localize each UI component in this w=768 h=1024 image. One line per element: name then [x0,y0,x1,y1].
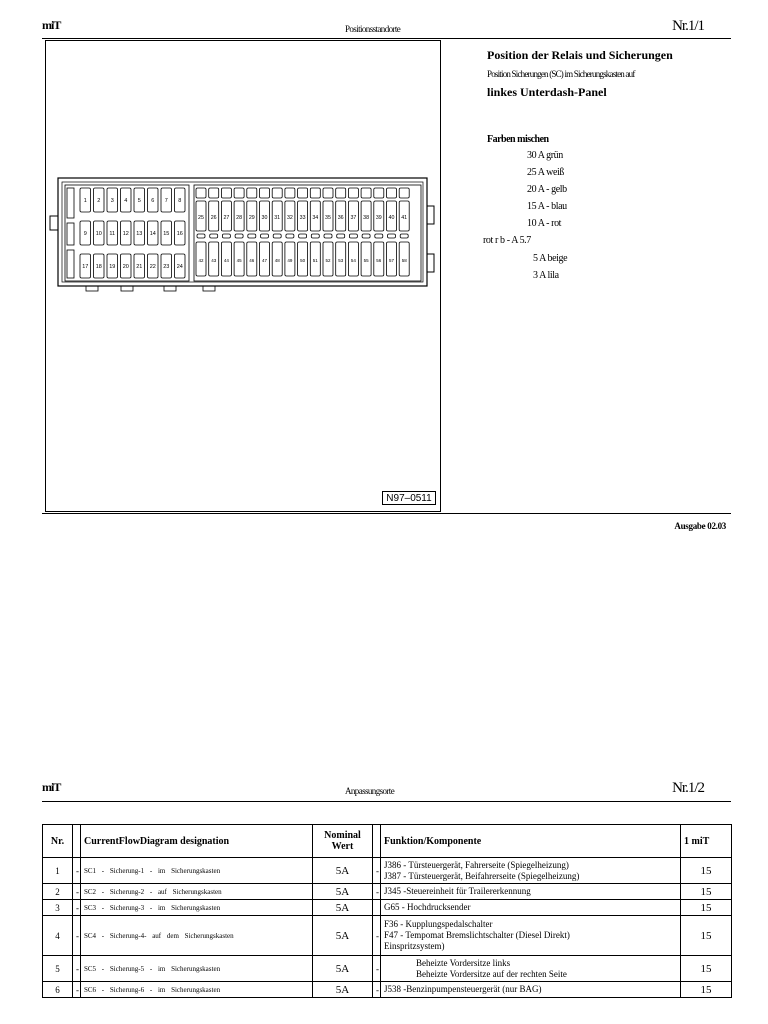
table-header-row [43,825,732,858]
row-number: 1 [43,858,73,884]
left-slot-2 [67,223,74,245]
fuse-pin [285,188,295,198]
fuse-pin [348,188,358,198]
fuse-pin [323,188,333,198]
row-dash: - [73,982,81,998]
fuses-left-group [80,188,185,278]
fuse-number-label: 39 [375,215,382,221]
fuse-number-label: 18 [95,264,102,270]
fuse-pin [196,188,206,198]
fuse-pin [234,188,244,198]
color-line: 20 A - gelb [527,184,567,195]
color-line: 5 A beige [533,253,568,264]
row-right-value: 15 [681,900,732,916]
fuse-number-label: 56 [376,258,382,263]
page1-header-left: miT [42,18,61,32]
fuse-number-label: 41 [401,215,408,221]
fuse-number-label: 7 [164,198,168,204]
col-header-dash [73,825,81,858]
fuse-number-label: 35 [325,215,331,221]
fuse-number-label: 16 [176,231,183,237]
foot-3 [164,286,176,291]
fuse-number-label: 28 [236,215,243,221]
fuse-number-label: 43 [211,258,217,263]
fuse-number-label: 30 [261,215,268,221]
fuse-diagram-frame [45,40,441,512]
fuse-divider [210,234,218,238]
table-row [43,982,732,998]
fuse-divider [286,234,294,238]
row-dash: - [73,884,81,900]
fuse-pin [310,188,320,198]
function-line: Beheizte Vordersitze links [416,957,511,968]
fuse-number-label: 8 [178,198,182,204]
foot-4 [203,286,215,291]
fuse-number-label: 36 [337,215,344,221]
fuse-number-label: 33 [299,215,306,221]
row-function [381,916,681,956]
fuse-number-label: 58 [401,258,407,263]
table-row [43,858,732,884]
row-designation: SC3 - Sicherung-3 - im Sicherungskasten [81,900,313,916]
col-header-dash2 [373,825,381,858]
left-mount-tab [50,216,58,230]
fuse-number-label: 53 [338,258,344,263]
fuse-number-label: 32 [286,215,293,221]
left-slot-1 [67,188,74,218]
fuse-number-label: 37 [350,215,357,221]
row-designation: SC4 - Sicherung-4- auf dem Sicherungskasten [81,916,313,956]
row-right-value: 15 [681,858,732,884]
row-dash: - [73,900,81,916]
left-slot-3 [67,250,74,278]
row-nominal-value: 5A [313,858,373,884]
fuse-number-label: 49 [287,258,293,263]
page1-bottom-rule [42,513,731,514]
fuse-pin [221,188,231,198]
table-row [43,900,732,916]
row-function [381,884,681,900]
fuse-number-label: 11 [109,231,116,237]
fuse-divider [375,234,383,238]
fuse-number-label: 22 [149,264,156,270]
color-line: 15 A - blau [527,201,567,212]
fuse-number-label: 45 [236,258,242,263]
right-mount-tab-upper [427,206,434,224]
fuse-number-label: 38 [363,215,370,221]
fuse-divider [299,234,307,238]
fuse-number-label: 12 [122,231,129,237]
fuse-divider [349,234,357,238]
fuse-number-label: 34 [312,215,319,221]
fuse-number-label: 13 [136,231,143,237]
fuse-number-label: 50 [300,258,306,263]
row-dash: - [73,916,81,956]
fuse-number-label: 17 [82,264,89,270]
foot-1 [86,286,98,291]
fuse-number-label: 27 [223,215,230,221]
fuse-divider [311,234,319,238]
page2-top-rule [42,801,731,802]
page1-page-number: Nr.1/1 [672,18,704,34]
fuse-number-label: 52 [325,258,331,263]
function-line: G65 - Hochdrucksender [384,902,471,912]
row-nominal-value: 5A [313,884,373,900]
fuse-divider [197,234,205,238]
function-line: Einspritzsystem) [384,941,445,951]
fuse-number-label: 3 [110,198,114,204]
fuse-divider [324,234,332,238]
fuses-right-group [196,188,409,276]
col-header-nominal: Nominal Wert [313,825,373,858]
fuse-pin [247,188,257,198]
foot-2 [121,286,133,291]
fuse-divider [261,234,269,238]
row-nominal-value: 5A [313,916,373,956]
page1-location: linkes Unterdash-Panel [487,85,607,99]
row-designation: SC6 - Sicherung-6 - im Sicherungskasten [81,982,313,998]
page1-top-rule [42,38,731,39]
fuse-pin [336,188,346,198]
fuse-number-label: 57 [388,258,395,263]
fuse-divider [273,234,281,238]
fuse-number-label: 2 [97,198,101,204]
row-function [381,982,681,998]
fuse-divider [362,234,370,238]
row-dash2: - [373,982,381,998]
color-line: 10 A - rot [527,218,562,229]
fuse-pin [399,188,409,198]
col-header-right: 1 miT [681,825,732,858]
fuse-pin [209,188,219,198]
fuse-pin [272,188,282,198]
diagram-id-label: N97–0511 [382,491,436,505]
row-dash2: - [373,916,381,956]
function-line: F36 - Kupplungspedalschalter [384,919,493,929]
page1-title: Position der Relais und Sicherungen [487,48,673,62]
page2-page-number: Nr.1/2 [672,780,704,796]
fuse-divider [248,234,256,238]
table-row [43,956,732,982]
fuse-number-label: 54 [350,258,356,263]
row-right-value: 15 [681,956,732,982]
row-number: 2 [43,884,73,900]
fuse-number-label: 15 [163,231,170,237]
col-header-function: Funktion/Komponente [381,825,681,858]
fuse-divider [400,234,408,238]
row-number: 6 [43,982,73,998]
row-right-value: 15 [681,982,732,998]
fuse-number-label: 6 [151,198,155,204]
fuse-number-label: 23 [163,264,170,270]
row-dash2 [373,900,381,916]
fuse-table [42,824,732,998]
row-number: 3 [43,900,73,916]
page2-header-center: Anpassungsorte [345,786,395,796]
fuse-number-label: 40 [388,215,395,221]
fuse-pin [361,188,371,198]
row-nominal-value: 5A [313,982,373,998]
row-dash: - [73,956,81,982]
fuse-number-label: 9 [83,231,87,237]
row-designation: SC2 - Sicherung-2 - auf Sicherungskasten [81,884,313,900]
fuse-number-label: 21 [136,264,143,270]
row-right-value: 15 [681,916,732,956]
fuse-number-label: 10 [95,231,102,237]
page2-header-left: miT [42,780,61,794]
row-number: 4 [43,916,73,956]
fuse-number-label: 51 [312,258,318,263]
fuse-number-label: 48 [274,258,280,263]
fuse-pin [298,188,308,198]
row-designation: SC5 - Sicherung-5 - im Sicherungskasten [81,956,313,982]
function-line: J386 - Türsteuergerät, Fahrerseite (Spiegelheizung) [384,859,569,870]
function-line: J538 -Benzinpumpensteuergerät (nur BAG) [384,984,542,994]
fuse-number-label: 46 [249,258,255,263]
function-line: J387 - Türsteuergerät, Beifahrerseite (Spiegelheizung) [384,870,580,881]
fuse-number-label: 4 [124,198,128,204]
fuse-number-label: 26 [210,215,217,221]
table-row [43,916,732,956]
color-line: 25 A weiß [527,167,564,178]
fuse-number-label: 42 [198,258,204,263]
fuse-pin [387,188,397,198]
row-nominal-value: 5A [313,956,373,982]
row-nominal-value: 5A [313,900,373,916]
fuse-number-label: 1 [83,198,87,204]
fuse-divider [222,234,230,238]
fuse-pin [374,188,384,198]
fuse-number-label: 20 [122,264,129,270]
row-number: 5 [43,956,73,982]
fuse-box-diagram [46,41,440,511]
color-line: 3 A lila [533,270,559,281]
fuse-number-label: 19 [109,264,116,270]
row-function [381,858,681,884]
fuse-number-label: 14 [149,231,156,237]
table-row [43,884,732,900]
col-header-nr: Nr. [43,825,73,858]
fuse-table-body [43,858,732,998]
fuse-number-label: 55 [363,258,369,263]
fuse-number-label: 29 [248,215,255,221]
fuse-number-label: 24 [176,264,183,270]
fuse-number-label: 44 [223,258,229,263]
function-line: J345 -Steuereinheit für Trailererkennung [384,886,531,896]
row-dash2: - [373,884,381,900]
fuse-number-label: 31 [274,215,281,221]
row-dash: - [73,858,81,884]
fuse-pin [260,188,270,198]
row-right-value: 15 [681,884,732,900]
fuse-divider [388,234,396,238]
fuse-box-inner-edge [62,182,423,282]
page1-header-center: Positionsstandorte [345,24,401,34]
fuse-divider [337,234,345,238]
edition-label: Ausgabe 02.03 [674,521,726,531]
fuse-number-label: 5 [137,198,141,204]
row-designation: SC1 - Sicherung-1 - im Sicherungskasten [81,858,313,884]
row-dash2: - [373,858,381,884]
row-function [381,900,681,916]
right-mount-tab-lower [427,254,434,272]
col-header-designation: CurrentFlowDiagram designation [81,825,313,858]
color-line: 30 A grün [527,150,563,161]
fuse-divider [235,234,243,238]
fuse-number-label: 47 [261,258,268,263]
fuse-number-label: 25 [198,215,204,221]
row-dash2: - [373,956,381,982]
page1-subtitle: Position Sicherungen (SC) im Sicherungskasten auf [487,69,635,79]
function-line: Beheizte Vordersitze auf der rechten Seite [416,968,567,979]
row-function [381,956,681,982]
colors-title: Farben mischen [487,134,549,145]
function-line: F47 - Tempomat Bremslichtschalter (Diesel Direkt) [384,930,570,940]
color-line: rot r b - A 5.7 [483,235,531,246]
